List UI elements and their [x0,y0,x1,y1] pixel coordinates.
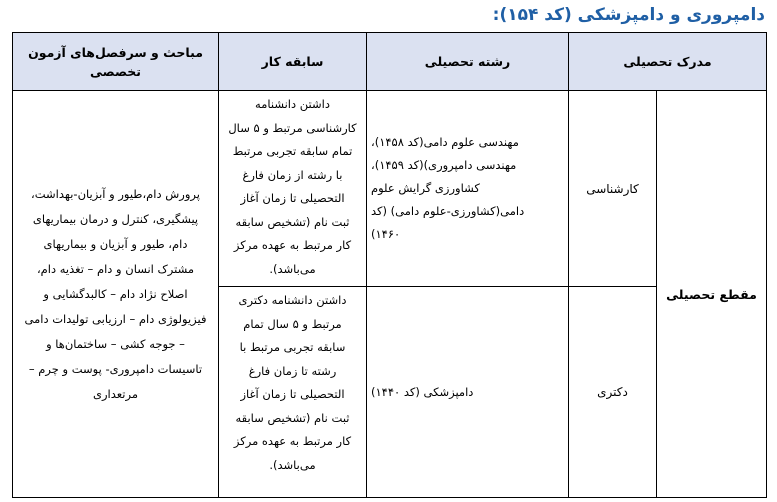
experience-line: داشتن دانشنامه دکتری [238,293,347,307]
topics-cell [13,91,219,498]
experience-line: مرتبط و ۵ سال تمام [243,316,342,331]
topics-line: مشترک انسان و دام – تغذیه دام، [36,261,195,276]
experience-line: کار مرتبط به عهده مرکز [233,434,352,448]
header-degree: مدرک تحصیلی [569,33,767,91]
experience-cell [219,287,367,498]
experience-line: می‌باشد). [269,457,316,472]
topics-line: فیزیولوژی دام – ارزیابی تولیدات دامی [24,311,207,326]
field-cell [367,287,569,498]
field-line: ۱۴۶۰) [371,227,401,241]
topics-line: دام، طیور و آبزیان و بیماریهای [43,236,188,251]
experience-cell [219,91,367,287]
header-topics: مباحث و سرفصل‌های آزمون تخصصی [13,33,219,91]
page-title: دامپروری و دامپزشکی (کد ۱۵۴): [492,5,765,25]
requirements-table [12,32,767,498]
experience-line: کارشناسی مرتبط و ۵ سال [228,120,357,135]
topics-line: پرورش دام،طیور و آبزیان-بهداشت، [31,186,200,201]
experience-line: ثبت نام (تشخیص سابقه [235,214,350,229]
topics-line: پیشگیری، کنترل و درمان بیماریهای [32,211,199,226]
experience-line: التحصیلی تا زمان آغاز [240,387,345,401]
experience-line: ثبت نام (تشخیص سابقه [235,410,350,425]
experience-line: داشتن دانشنامه [255,97,330,111]
topics-line: اصلاح نژاد دام – کالبدگشایی و [43,286,188,301]
header-experience: سابقه کار [219,33,367,91]
topics-line: مرتعداری [92,386,139,401]
experience-line: تمام سابقه تجربی مرتبط [232,144,353,158]
table-row [13,91,767,287]
row-group-label: مقطع تحصیلی [657,91,767,498]
header-field: رشته تحصیلی [367,33,569,91]
experience-line: با رشته از زمان فارغ [242,167,343,182]
experience-line: التحصیلی تا زمان آغاز [240,191,345,205]
experience-line: می‌باشد). [269,261,316,276]
field-line: کشاورزی گرایش علوم [371,181,480,195]
field-line: مهندسی دامپروری)(کد ۱۴۵۹)، [371,158,517,172]
experience-line: سابقه تجربی مرتبط با [239,340,346,354]
field-line: دامی(کشاورزی-علوم دامی) (کد [371,204,525,218]
experience-line: کار مرتبط به عهده مرکز [233,238,352,252]
field-line: مهندسی علوم دامی(کد ۱۴۵۸)، [371,135,519,149]
field-cell [367,91,569,287]
degree-cell: کارشناسی [569,91,657,287]
topics-line: – جوجه کشی – ساختمان‌ها و [46,336,185,351]
header-row [13,33,767,91]
degree-cell: دکتری [569,287,657,498]
experience-line: رشته تا زمان فارغ [248,363,337,378]
topics-line: تاسیسات دامپروری- پوست و چرم – [28,361,203,376]
field-line: دامپزشکی (کد ۱۴۴۰) [371,384,474,399]
